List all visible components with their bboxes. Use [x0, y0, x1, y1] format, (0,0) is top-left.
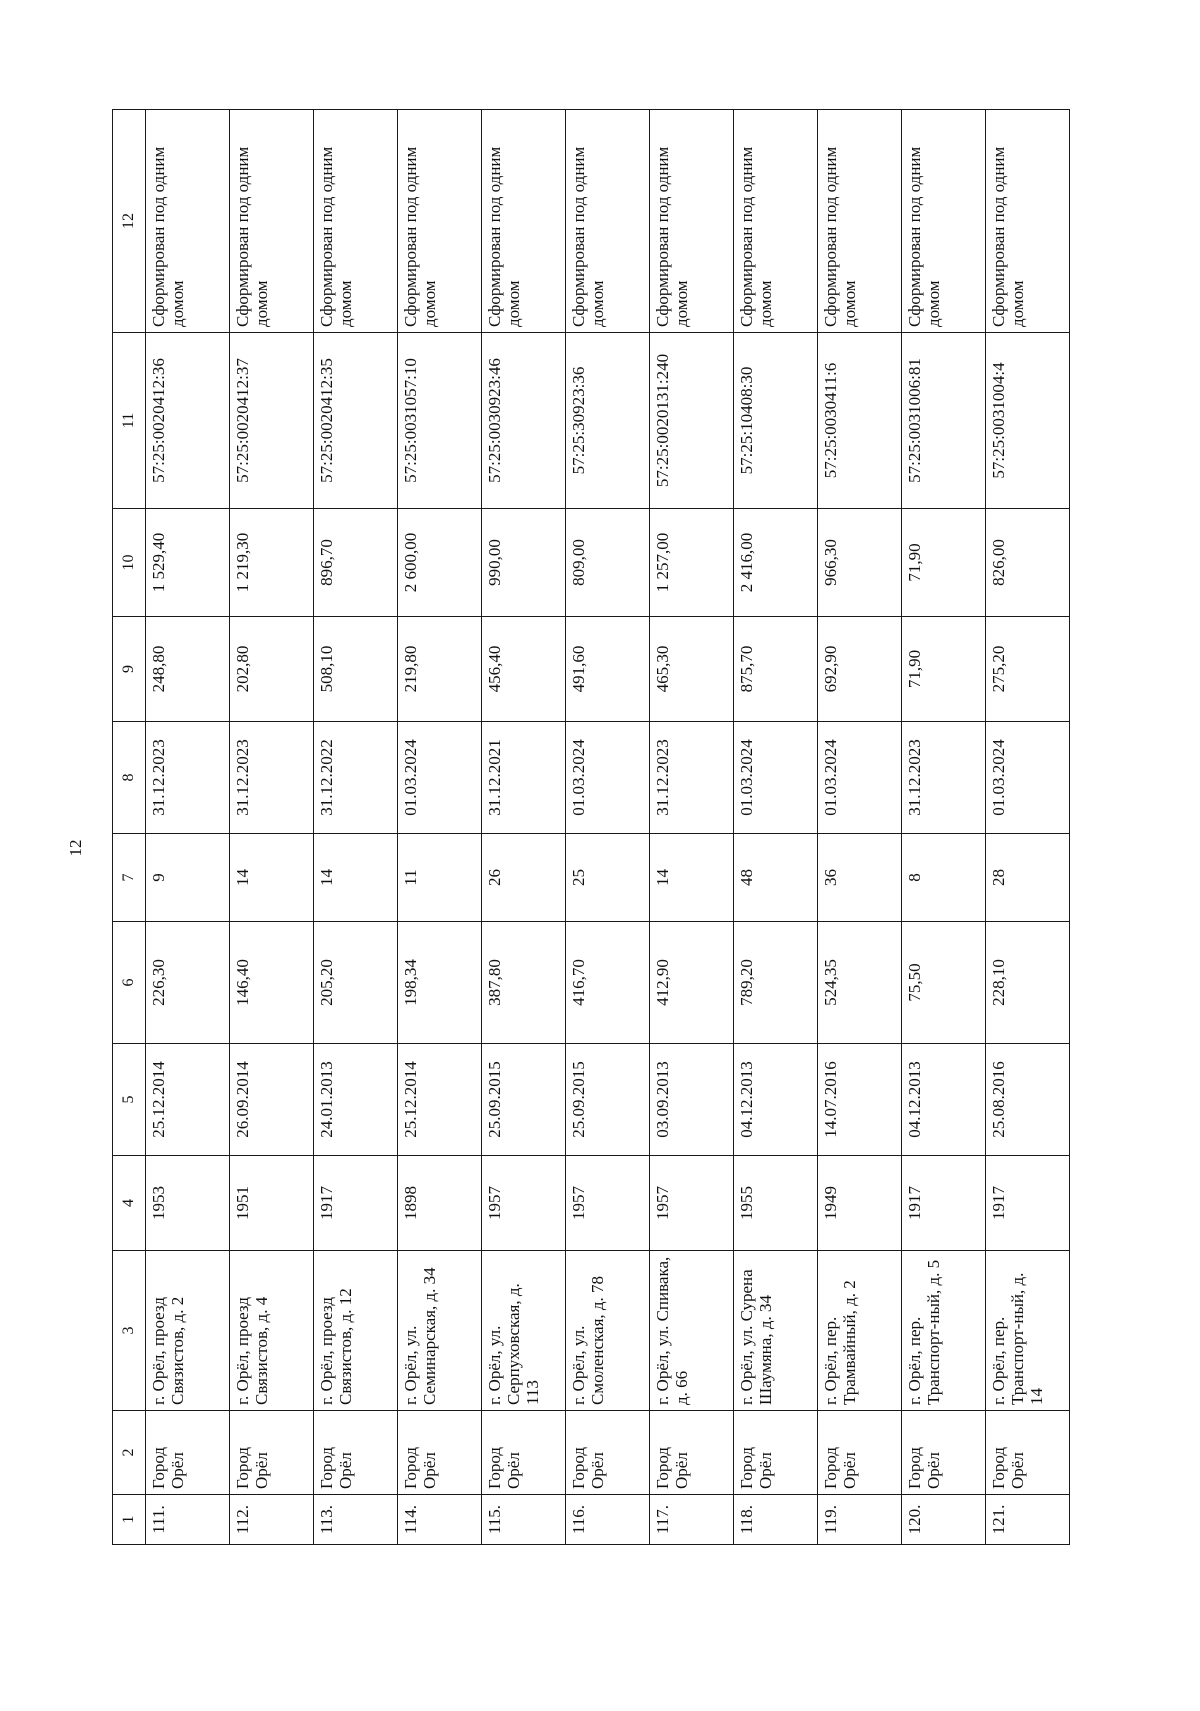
cell-land-area: 1 529,40: [146, 509, 230, 617]
cell-residents-count: 9: [146, 834, 230, 922]
cell-survey-date: 25.08.2016: [986, 1044, 1070, 1156]
table-row: [314, 110, 398, 1545]
column-header-land-status: 12: [113, 110, 146, 333]
cell-land-status: Сформирован под одним домом: [146, 110, 230, 333]
table-row: [230, 110, 314, 1545]
cell-planned-date: 31.12.2023: [902, 722, 986, 834]
cell-survey-date: 04.12.2013: [902, 1044, 986, 1156]
table-row: [734, 110, 818, 1545]
cell-cadastral-number: 57:25:0031057:10: [398, 333, 482, 509]
cell-build-year: 1917: [986, 1156, 1070, 1251]
cell-municipality: Город Орёл: [146, 1411, 230, 1495]
cell-land-status: Сформирован под одним домом: [818, 110, 902, 333]
cell-survey-date: 25.12.2014: [398, 1044, 482, 1156]
cell-land-area: 896,70: [314, 509, 398, 617]
cell-rooms-area: 248,80: [146, 617, 230, 722]
cell-municipality: Город Орёл: [398, 1411, 482, 1495]
cell-survey-date: 24.01.2013: [314, 1044, 398, 1156]
cell-row-number: 115.: [482, 1495, 566, 1545]
cell-address: г. Орёл, ул. Спивака, д. 66: [650, 1251, 734, 1411]
cell-living-area: 226,30: [146, 922, 230, 1044]
cell-row-number: 118.: [734, 1495, 818, 1545]
cell-residents-count: 14: [314, 834, 398, 922]
cell-living-area: 387,80: [482, 922, 566, 1044]
cell-build-year: 1917: [314, 1156, 398, 1251]
cell-land-area: 1 257,00: [650, 509, 734, 617]
cell-living-area: 412,90: [650, 922, 734, 1044]
cell-cadastral-number: 57:25:0020412:37: [230, 333, 314, 509]
table-row: [818, 110, 902, 1545]
cell-row-number: 117.: [650, 1495, 734, 1545]
cell-survey-date: 14.07.2016: [818, 1044, 902, 1156]
cell-planned-date: 01.03.2024: [566, 722, 650, 834]
cell-land-status: Сформирован под одним домом: [650, 110, 734, 333]
cell-address: г. Орёл, ул. Семинарская, д. 34: [398, 1251, 482, 1411]
cell-land-area: 71,90: [902, 509, 986, 617]
cell-planned-date: 01.03.2024: [986, 722, 1070, 834]
table-row: [146, 110, 230, 1545]
cell-municipality: Город Орёл: [314, 1411, 398, 1495]
rotated-table-wrapper: [112, 110, 1192, 1545]
cell-address: г. Орёл, ул. Смоленская, д. 78: [566, 1251, 650, 1411]
cell-rooms-area: 456,40: [482, 617, 566, 722]
cell-living-area: 789,20: [734, 922, 818, 1044]
cell-cadastral-number: 57:25:0031006:81: [902, 333, 986, 509]
cell-build-year: 1951: [230, 1156, 314, 1251]
cell-municipality: Город Орёл: [230, 1411, 314, 1495]
cell-survey-date: 04.12.2013: [734, 1044, 818, 1156]
cell-build-year: 1898: [398, 1156, 482, 1251]
cell-survey-date: 25.09.2015: [566, 1044, 650, 1156]
cell-build-year: 1955: [734, 1156, 818, 1251]
column-header-build-year: 4: [113, 1156, 146, 1251]
cell-cadastral-number: 57:25:0031004:4: [986, 333, 1070, 509]
cell-living-area: 416,70: [566, 922, 650, 1044]
cell-address: г. Орёл, ул. Сурена Шаумяна, д. 34: [734, 1251, 818, 1411]
cell-row-number: 111.: [146, 1495, 230, 1545]
header-row: [113, 110, 146, 1545]
cell-residents-count: 11: [398, 834, 482, 922]
column-header-address: 3: [113, 1251, 146, 1411]
column-header-rooms-area: 9: [113, 617, 146, 722]
cell-row-number: 121.: [986, 1495, 1070, 1545]
cell-build-year: 1953: [146, 1156, 230, 1251]
cell-land-area: 990,00: [482, 509, 566, 617]
cell-cadastral-number: 57:25:0020131:240: [650, 333, 734, 509]
cell-address: г. Орёл, пер. Транспорт-ный, д. 14: [986, 1251, 1070, 1411]
cell-survey-date: 25.09.2015: [482, 1044, 566, 1156]
cell-living-area: 198,34: [398, 922, 482, 1044]
cell-row-number: 119.: [818, 1495, 902, 1545]
cell-planned-date: 31.12.2023: [146, 722, 230, 834]
cell-cadastral-number: 57:25:30923:36: [566, 333, 650, 509]
cell-build-year: 1949: [818, 1156, 902, 1251]
cell-build-year: 1957: [482, 1156, 566, 1251]
cell-rooms-area: 875,70: [734, 617, 818, 722]
cell-municipality: Город Орёл: [650, 1411, 734, 1495]
cell-residents-count: 36: [818, 834, 902, 922]
cell-cadastral-number: 57:25:0030923:46: [482, 333, 566, 509]
cell-address: г. Орёл, пер. Трамвайный, д. 2: [818, 1251, 902, 1411]
cell-build-year: 1957: [566, 1156, 650, 1251]
table-row: [398, 110, 482, 1545]
cell-living-area: 205,20: [314, 922, 398, 1044]
column-header-residents-count: 7: [113, 834, 146, 922]
table-frame: [112, 110, 1192, 1545]
cell-municipality: Город Орёл: [986, 1411, 1070, 1495]
cell-cadastral-number: 57:25:0020412:35: [314, 333, 398, 509]
cell-build-year: 1917: [902, 1156, 986, 1251]
table-row: [650, 110, 734, 1545]
cell-cadastral-number: 57:25:0030411:6: [818, 333, 902, 509]
cell-rooms-area: 219,80: [398, 617, 482, 722]
cell-rooms-area: 465,30: [650, 617, 734, 722]
cell-land-status: Сформирован под одним домом: [398, 110, 482, 333]
cell-municipality: Город Орёл: [482, 1411, 566, 1495]
cell-address: г. Орёл, ул. Серпуховская, д. 113: [482, 1251, 566, 1411]
column-header-municipality: 2: [113, 1411, 146, 1495]
cell-rooms-area: 508,10: [314, 617, 398, 722]
cell-residents-count: 26: [482, 834, 566, 922]
cell-living-area: 524,35: [818, 922, 902, 1044]
cell-municipality: Город Орёл: [818, 1411, 902, 1495]
cell-residents-count: 28: [986, 834, 1070, 922]
cell-row-number: 116.: [566, 1495, 650, 1545]
cell-address: г. Орёл, проезд Связистов, д. 2: [146, 1251, 230, 1411]
column-header-land-area: 10: [113, 509, 146, 617]
cell-land-status: Сформирован под одним домом: [482, 110, 566, 333]
cell-land-status: Сформирован под одним домом: [902, 110, 986, 333]
cell-address: г. Орёл, проезд Связистов, д. 12: [314, 1251, 398, 1411]
cell-land-area: 966,30: [818, 509, 902, 617]
table-row: [482, 110, 566, 1545]
cell-survey-date: 03.09.2013: [650, 1044, 734, 1156]
cell-municipality: Город Орёл: [566, 1411, 650, 1495]
cell-rooms-area: 71,90: [902, 617, 986, 722]
cell-living-area: 228,10: [986, 922, 1070, 1044]
cell-residents-count: 48: [734, 834, 818, 922]
cell-planned-date: 01.03.2024: [818, 722, 902, 834]
cell-rooms-area: 491,60: [566, 617, 650, 722]
column-header-survey-date: 5: [113, 1044, 146, 1156]
cell-land-status: Сформирован под одним домом: [566, 110, 650, 333]
column-header-living-area: 6: [113, 922, 146, 1044]
table-body: [113, 110, 1070, 1545]
cell-planned-date: 31.12.2023: [230, 722, 314, 834]
cell-row-number: 114.: [398, 1495, 482, 1545]
cell-land-status: Сформирован под одним домом: [734, 110, 818, 333]
cell-planned-date: 31.12.2022: [314, 722, 398, 834]
cell-row-number: 120.: [902, 1495, 986, 1545]
table-row: [902, 110, 986, 1545]
cell-row-number: 113.: [314, 1495, 398, 1545]
cell-residents-count: 8: [902, 834, 986, 922]
column-header-cadastral-number: 11: [113, 333, 146, 509]
cell-residents-count: 25: [566, 834, 650, 922]
cell-land-area: 809,00: [566, 509, 650, 617]
cell-land-area: 826,00: [986, 509, 1070, 617]
cell-rooms-area: 202,80: [230, 617, 314, 722]
column-header-planned-date: 8: [113, 722, 146, 834]
cell-rooms-area: 692,90: [818, 617, 902, 722]
page-number: 12: [66, 839, 85, 857]
cell-land-status: Сформирован под одним домом: [986, 110, 1070, 333]
cell-land-area: 1 219,30: [230, 509, 314, 617]
cell-municipality: Город Орёл: [902, 1411, 986, 1495]
cell-survey-date: 26.09.2014: [230, 1044, 314, 1156]
housing-registry-table: [112, 109, 1070, 1545]
column-header-row-number: 1: [113, 1495, 146, 1545]
cell-address: г. Орёл, пер. Транспорт-ный, д. 5: [902, 1251, 986, 1411]
cell-row-number: 112.: [230, 1495, 314, 1545]
cell-planned-date: 31.12.2023: [650, 722, 734, 834]
table-row: [566, 110, 650, 1545]
cell-planned-date: 31.12.2021: [482, 722, 566, 834]
cell-address: г. Орёл, проезд Связистов, д. 4: [230, 1251, 314, 1411]
cell-residents-count: 14: [230, 834, 314, 922]
cell-survey-date: 25.12.2014: [146, 1044, 230, 1156]
cell-planned-date: 01.03.2024: [734, 722, 818, 834]
table-row: [986, 110, 1070, 1545]
cell-land-status: Сформирован под одним домом: [230, 110, 314, 333]
cell-cadastral-number: 57:25:10408:30: [734, 333, 818, 509]
cell-residents-count: 14: [650, 834, 734, 922]
cell-cadastral-number: 57:25:0020412:36: [146, 333, 230, 509]
cell-build-year: 1957: [650, 1156, 734, 1251]
cell-planned-date: 01.03.2024: [398, 722, 482, 834]
cell-land-area: 2 416,00: [734, 509, 818, 617]
cell-living-area: 146,40: [230, 922, 314, 1044]
cell-rooms-area: 275,20: [986, 617, 1070, 722]
cell-land-area: 2 600,00: [398, 509, 482, 617]
cell-land-status: Сформирован под одним домом: [314, 110, 398, 333]
cell-living-area: 75,50: [902, 922, 986, 1044]
cell-municipality: Город Орёл: [734, 1411, 818, 1495]
